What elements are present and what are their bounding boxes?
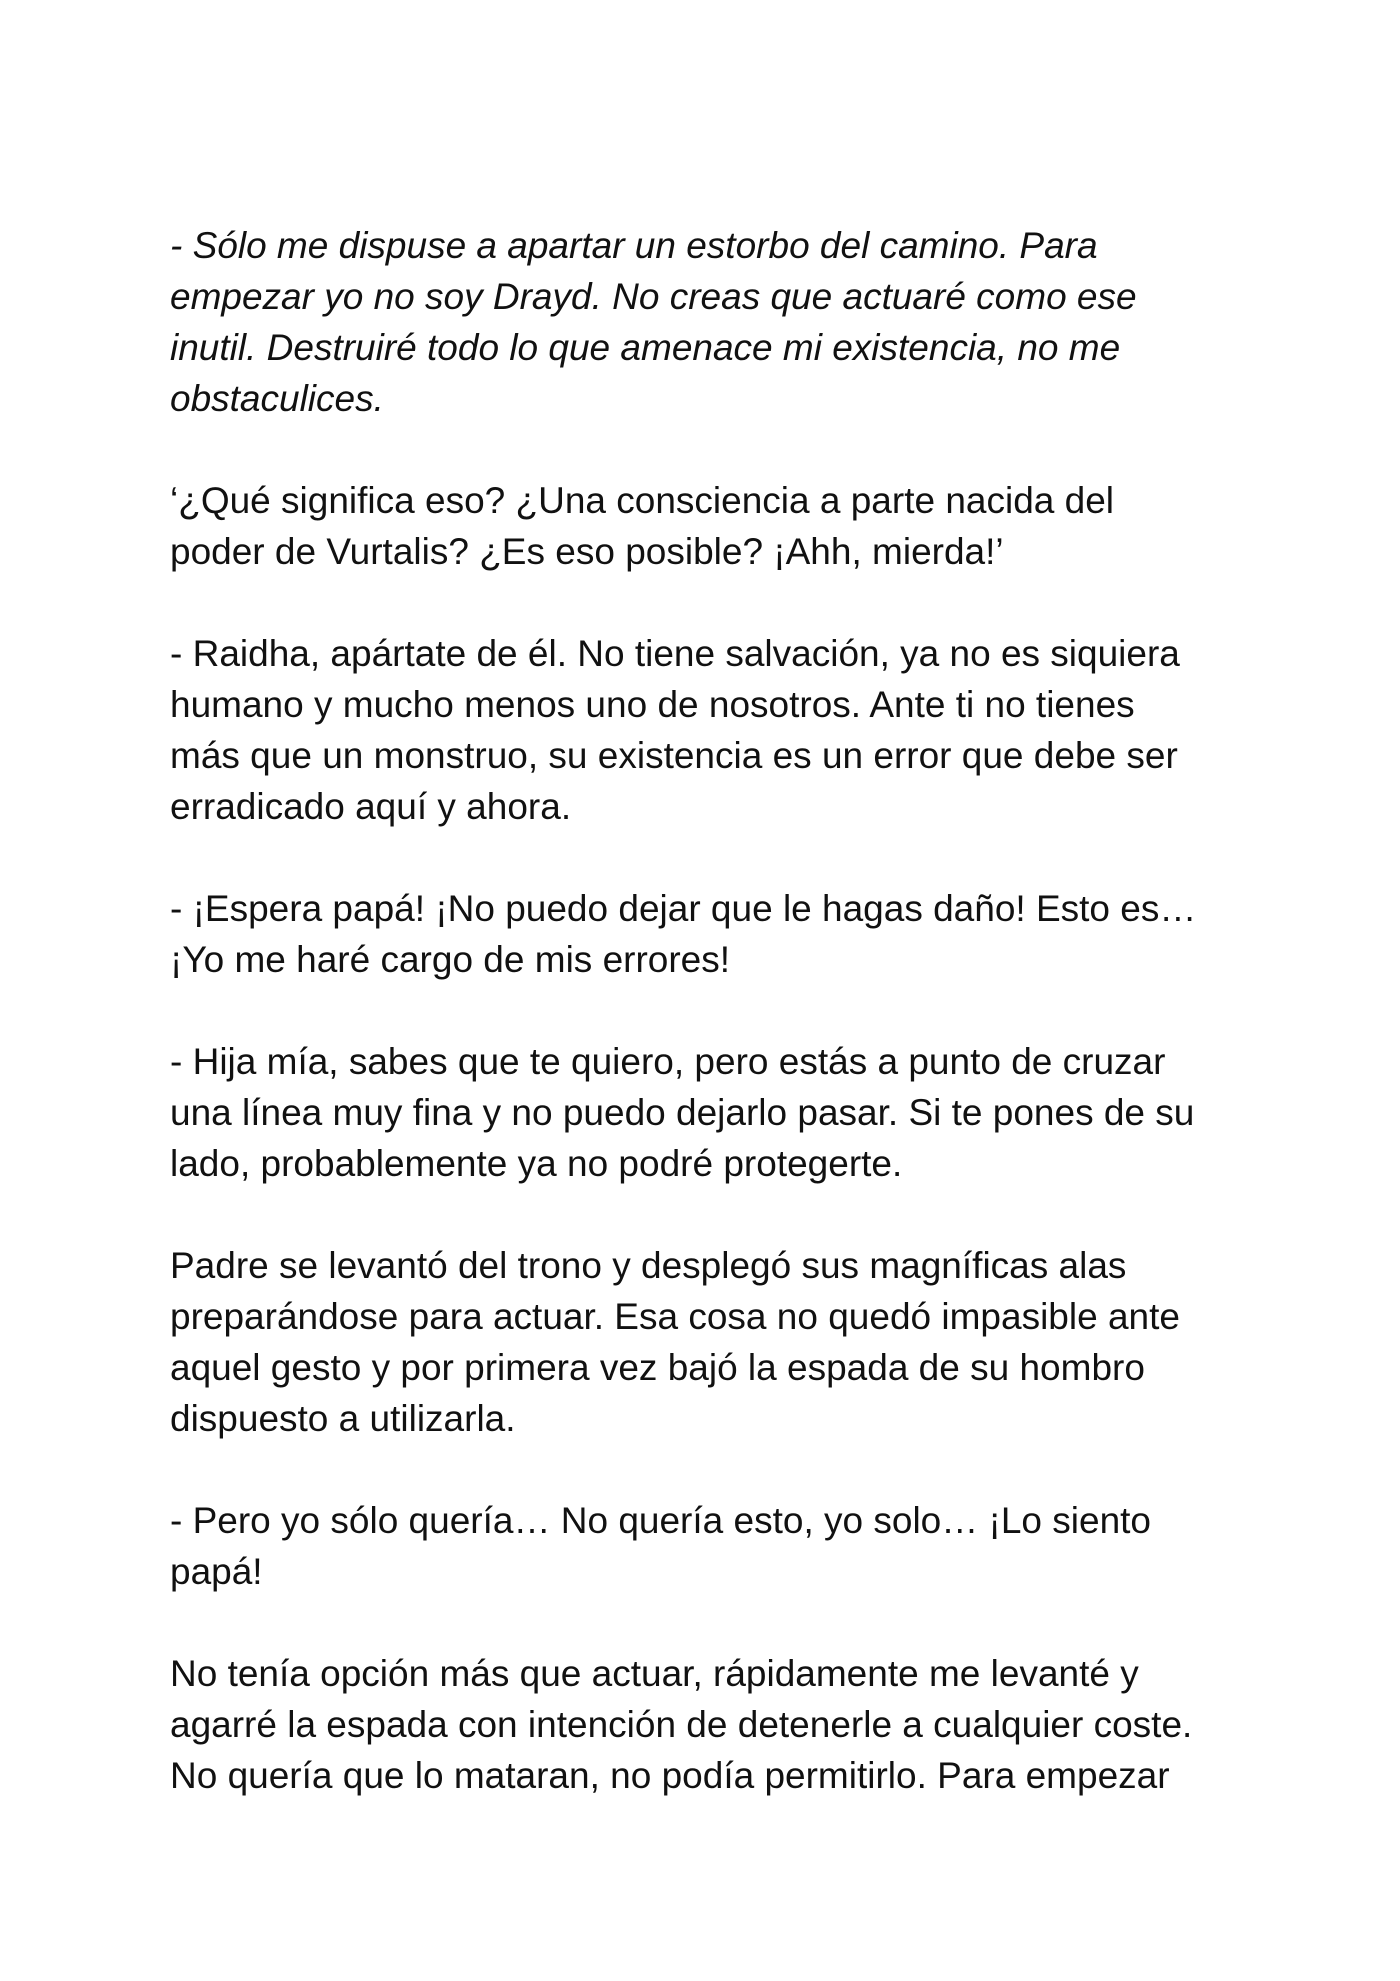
paragraph-4: - ¡Espera papá! ¡No puedo dejar que le hagas daño! Esto es… ¡Yo me haré cargo de mis errores!	[170, 888, 1197, 980]
paragraph-6: Padre se levantó del trono y desplegó sus magníficas alas preparándose para actuar. Esa cosa no quedó impasible ante aquel gesto y por primera vez bajó la espada de su hombro dispuesto a utilizarla.	[170, 1245, 1180, 1439]
paragraph-8: No tenía opción más que actuar, rápidamente me levanté y agarré la espada con intención de detenerle a cualquier coste. No quería que lo mataran, no podía permitirlo. Para empezar	[170, 1653, 1193, 1796]
paragraph-3: - Raidha, apártate de él. No tiene salvación, ya no es siquiera humano y mucho menos uno de nosotros. Ante ti no tienes más que un monstruo, su existencia es un error que debe ser erradicado aquí y ahora.	[170, 633, 1180, 827]
paragraph-2: ‘¿Qué significa eso? ¿Una consciencia a parte nacida del poder de Vurtalis? ¿Es eso posible? ¡Ahh, mierda!’	[170, 480, 1115, 572]
paragraph-5: - Hija mía, sabes que te quiero, pero estás a punto de cruzar una línea muy fina y no puedo dejarlo pasar. Si te pones de su lado, probablemente ya no podré protegerte.	[170, 1041, 1195, 1184]
paragraph-1: - Sólo me dispuse a apartar un estorbo del camino. Para empezar yo no soy Drayd. No creas que actuaré como ese inutil. Destruiré todo lo que amenace mi existencia, no me obstaculices.	[170, 225, 1137, 419]
paragraph-7: - Pero yo sólo quería… No quería esto, yo solo… ¡Lo siento papá!	[170, 1500, 1152, 1592]
page-body-text	[170, 220, 1250, 1801]
